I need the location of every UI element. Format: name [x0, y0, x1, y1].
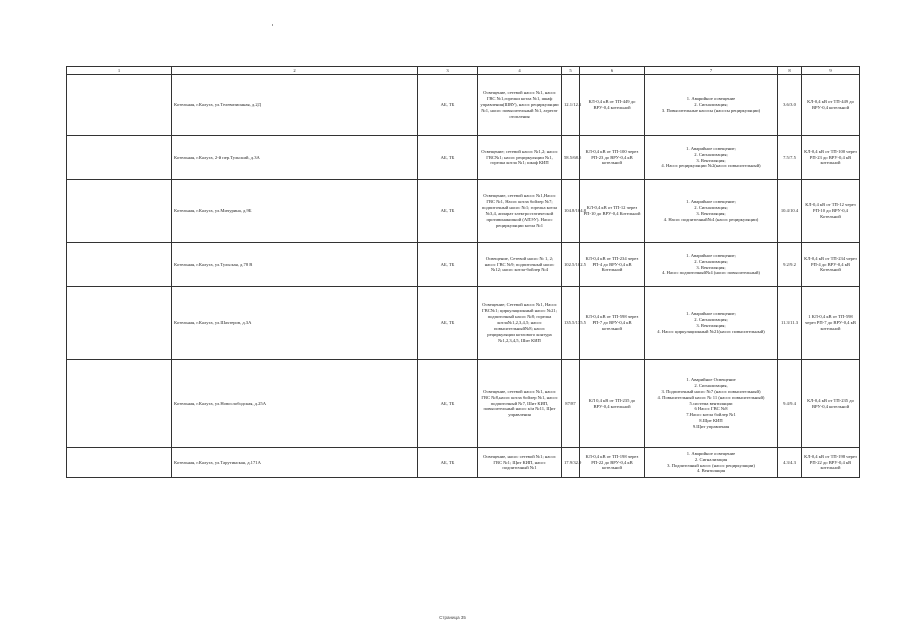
cell-category: АБ, ТБ — [418, 180, 478, 243]
cell-address: Котельная, г.Калуга, 2-й пер.Тульский, д.3А — [172, 136, 418, 180]
cell-source: 1 КЛ-0,4 кВ от ТП-598 через РП-7 до ВРУ-0,4 кВ котельной — [802, 287, 860, 360]
cell-supply: КЛ-0,4 кВ от ТП-100 через РП-23 до ВРУ-0,4 кВ котельной — [580, 136, 645, 180]
cell-time: 7.5/7.5 — [778, 136, 802, 180]
row-blank-cell — [67, 180, 172, 243]
row-blank-cell — [67, 287, 172, 360]
cell-power: 87/87 — [562, 360, 580, 448]
row-blank-cell — [67, 360, 172, 448]
cell-supply: КЛ-0,4 кВ от ТП-12 через РП-10 до ВРУ-0,4 Котельной — [580, 180, 645, 243]
cell-supply: КЛ-0,4 кВ от ТП-198 через РП-22 до ВРУ-0,4 кВ котельной — [580, 448, 645, 478]
cell-actions: 1. Аварийное освещение; 2. Сигнализация; 3. Вентиляция; 4. Насос рециркуляции №2(насос повысительный) — [645, 136, 778, 180]
cell-equipment: Освещение, Сетевой насос № 1, 2; насос ГВС №9; подпиточный насос №12; насос котла-бойлер №4 — [478, 243, 562, 287]
table-row — [67, 75, 860, 136]
cell-equipment: Освещение, насос сетевой №1; насос ГВС №1; Щит КИП, насос подпиточный №1 — [478, 448, 562, 478]
cell-source: КЛ-0,4 кВ от ТП-234 через РП-4 до ВРУ-0,4 кВ Котельной — [802, 243, 860, 287]
cell-time: 11.3/11.3 — [778, 287, 802, 360]
col-header-2: 2 — [172, 67, 418, 75]
cell-address: Котельная, г.Калуга, ул.Новослободская, д.25А — [172, 360, 418, 448]
cell-actions: 1. Аварийное освещение; 2. Сигнализация; 3. Вентиляция; 4. Насос циркуляционный №21(насос повысительный) — [645, 287, 778, 360]
cell-supply: КЛ-0,4 кВ от ТП-449 до ВРУ-0,4 котельной — [580, 75, 645, 136]
cell-source: КЛ-0,4 кВ от ТП-449 до ВРУ-0,4 котельной — [802, 75, 860, 136]
table-row — [67, 448, 860, 478]
cell-actions: 1. Аварийное освещение; 2. Сигнализация; 3. Вентиляция; 4. Насос подпиточный№4 (насос повысительный) — [645, 243, 778, 287]
col-header-4: 4 — [478, 67, 562, 75]
col-header-9: 9 — [802, 67, 860, 75]
table-row — [67, 243, 860, 287]
cell-power: 58.5/68.5 — [562, 136, 580, 180]
row-blank-cell — [67, 243, 172, 287]
cell-time: 10.4/10.4 — [778, 180, 802, 243]
cell-category: АБ, ТБ — [418, 287, 478, 360]
header-row — [67, 67, 860, 75]
col-header-1: 1 — [67, 67, 172, 75]
cell-equipment: Освещение, сетевой насос №1,Насос ГВС №1, Насос котла бойлер №7; подпиточный насос №1; горелка котла №3,4, аппарат электростатической противонакипной (АПЭУ). Насос рециркуляции котла №1 — [478, 180, 562, 243]
cell-time: 9.4/9.4 — [778, 360, 802, 448]
cell-category: АБ, ТБ — [418, 360, 478, 448]
cell-supply: КЛ 0,4 кВ от ТП-235 до ВРУ-0,4 котельной — [580, 360, 645, 448]
cell-category: АБ, ТБ — [418, 75, 478, 136]
col-header-7: 7 — [645, 67, 778, 75]
cell-source: КЛ-0,4 кВ от ТП-198 через РП-22 до ВРУ-0,4 кВ котельной — [802, 448, 860, 478]
cell-category: АБ, ТБ — [418, 243, 478, 287]
table-row — [67, 136, 860, 180]
col-header-8: 8 — [778, 67, 802, 75]
load-table — [66, 66, 860, 478]
cell-time: 4.3/4.3 — [778, 448, 802, 478]
cell-actions: 1. Аварийное освещение 2. Сигнализация; 3. Повысительные насосы (насосы рециркуляции) — [645, 75, 778, 136]
row-blank-cell — [67, 75, 172, 136]
cell-equipment: Освещение; сетевой насос №1,2; насос ГВС№1; насос рециркуляции №1, горелка котла №1; шкаф КИП — [478, 136, 562, 180]
cell-power: 12.1/12.1 — [562, 75, 580, 136]
cell-address: Котельная, г.Калуга, ул.Телевизионная, д.2Д — [172, 75, 418, 136]
cell-category: АБ, ТБ — [418, 448, 478, 478]
cell-time: 3.6/3.0 — [778, 75, 802, 136]
cell-source: КЛ-0,4 кВ от ТП-235 до ВРУ-0,4 котельной — [802, 360, 860, 448]
page-number: Страница 35 — [439, 615, 466, 620]
cell-supply: КЛ-0,4 кВ от ТП-598 через РП-7 до ВРУ-0,4 кВ котельной — [580, 287, 645, 360]
cell-time: 9.2/9.2 — [778, 243, 802, 287]
cell-power: 135.5/135.5 — [562, 287, 580, 360]
cell-supply: КЛ-0,4 кВ от ТП-234 через РП-4 до ВРУ-0,4 кВ Котельной — [580, 243, 645, 287]
table-row — [67, 180, 860, 243]
cell-address: Котельная, г.Калуга, ул.Мичурина, д.9Б — [172, 180, 418, 243]
row-blank-cell — [67, 448, 172, 478]
cell-power: 102.5/102.5 — [562, 243, 580, 287]
col-header-5: 5 — [562, 67, 580, 75]
cell-actions: 1. Аварийное освещение; 2. Сигнализация; 3. Вентиляция; 4. Насос подпиточный№4 (насос рециркуляции) — [645, 180, 778, 243]
cell-equipment: Освещение, сетевой насос №1, насос ГВС №8,насос котла бойлер №1, насос подпиточный №7, Шит КИП, повысительный насос к/м №11, Щит управления — [478, 360, 562, 448]
cell-equipment: Освещение; Сетевой насос №1, Насос ГВС№1; циркуляционный насос №21; подпиточный насос №8; горелка котла№1,2,3,4,5; насос повысительный№8; насос рециркуляции котлового контура №1,2,3,4,5, Шит КИП — [478, 287, 562, 360]
table-row — [67, 360, 860, 448]
cell-power: 104.8/104.8 — [562, 180, 580, 243]
cell-power: 17.9/32.9 — [562, 448, 580, 478]
cell-actions: 1. Аварийное освещение 2. Сигнализация 3. Подпиточный насос (насос рециркуляции) 4. Вентиляция — [645, 448, 778, 478]
scan-mark — [272, 24, 273, 26]
col-header-6: 6 — [580, 67, 645, 75]
col-header-3: 3 — [418, 67, 478, 75]
cell-address: Котельная, г.Калуга, ул.Тарутинская, д.171А — [172, 448, 418, 478]
cell-source: КЛ-0,4 кВ от ТП-100 через РП-23 до ВРУ-0,4 кВ котельной — [802, 136, 860, 180]
row-blank-cell — [67, 136, 172, 180]
cell-actions: 1. Аварийное Освещение 2. Сигнализация, 3. Подпиточный насос №7 (насос повысительный) 4. Повысительный насос № 11 (насос повысительный) 5.система вентиляции 6 Насос ГВС №8 7.Насос котла бойлер №1 8.Щит КИП 9.Щит управления — [645, 360, 778, 448]
cell-address: Котельная, г.Калуга, ул.Шахтеров, д.3А — [172, 287, 418, 360]
cell-source: КЛ-0,4 кВ от ТП-12 через РП-10 до ВРУ-0,4 Котельной — [802, 180, 860, 243]
cell-equipment: Освещение, сетевой насос №1, насос ГВС №1,горелки котла №1, шкаф управления(ШВУ), насос рециркуляции №1, насос повысительный №1, агрегат отопления — [478, 75, 562, 136]
cell-category: АБ, ТБ — [418, 136, 478, 180]
table-row — [67, 287, 860, 360]
cell-address: Котельная, г.Калуга, ул.Тульская, д.78 В — [172, 243, 418, 287]
